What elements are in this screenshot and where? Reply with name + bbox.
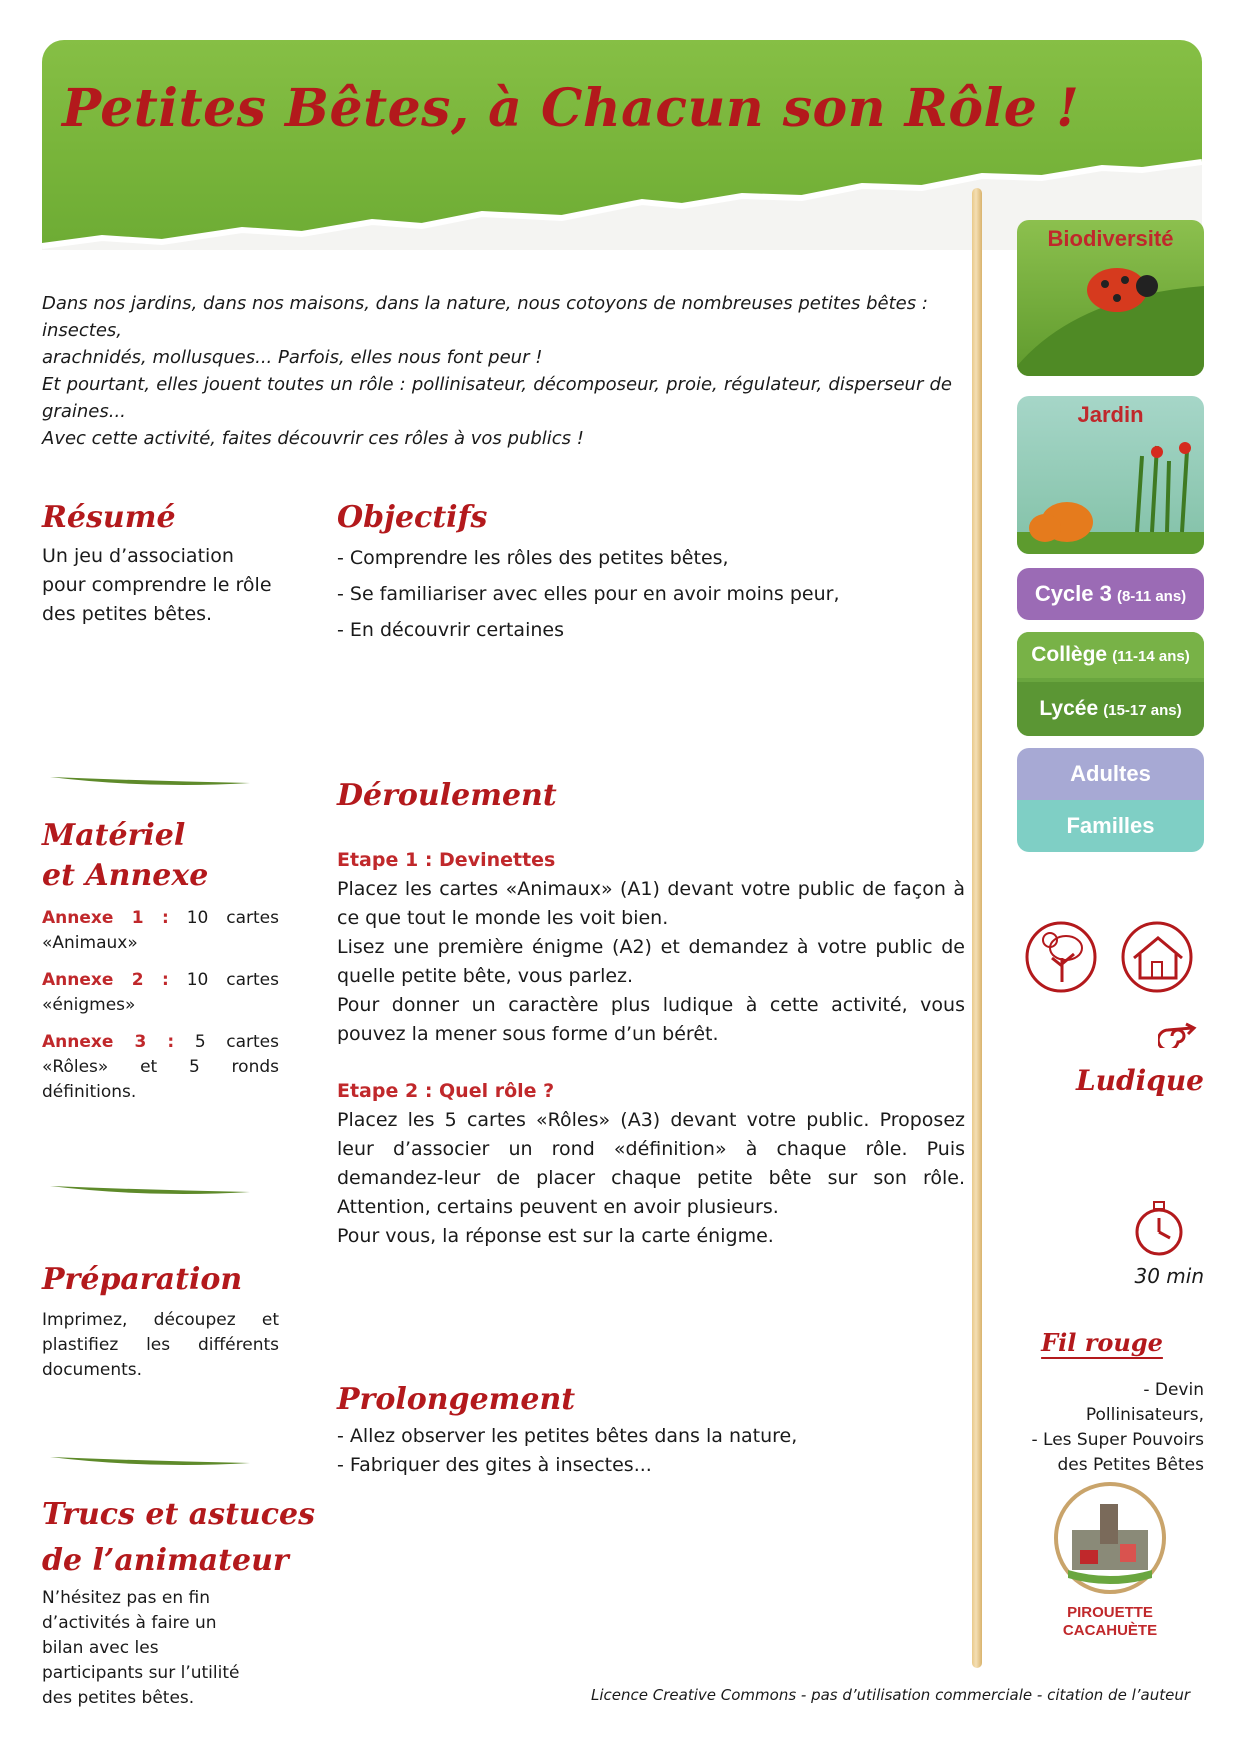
theme-label: Jardin	[1077, 402, 1144, 427]
logo-line: PIROUETTE	[1067, 1604, 1153, 1621]
annexe-label: Annexe 2 :	[42, 970, 169, 990]
stopwatch-icon	[1132, 1200, 1186, 1258]
spiral-arrow-icon	[1158, 1022, 1202, 1048]
pirouette-cacahuete-logo	[1050, 1478, 1170, 1598]
audience-adultes-familles	[1017, 748, 1204, 852]
intro-line: Avec cette activité, faites découvrir ces rôles à vos publics !	[42, 428, 584, 449]
vertical-stick-decoration	[972, 188, 982, 1668]
audience-label: Cycle 3	[1034, 581, 1112, 606]
activity-type: Ludique	[1075, 1064, 1204, 1097]
annexe-text: 5 cartes «Rôles» et 5 ronds définitions.	[42, 1032, 279, 1102]
leaf-divider	[50, 1182, 250, 1198]
audience-age: (8-11 ans)	[1116, 588, 1187, 605]
leaf-divider	[50, 1453, 250, 1469]
annexe-list	[42, 906, 279, 1105]
logo-text	[1050, 1604, 1170, 1640]
annexe-item	[42, 1030, 279, 1105]
fil-rouge-heading: Fil rouge	[1041, 1328, 1163, 1357]
objectifs-list	[337, 544, 937, 652]
intro-paragraph	[42, 290, 952, 452]
intro-line: Dans nos jardins, dans nos maisons, dans la nature, nous cotoyons de nombreuses petites bêtes : insectes,	[42, 293, 928, 341]
materiel-heading-line: Matériel	[42, 818, 186, 853]
prolongement-list	[337, 1422, 937, 1480]
annexe-item	[42, 906, 279, 956]
resume-heading: Résumé	[42, 500, 176, 535]
fil-rouge-line: - Les Super Pouvoirs	[1031, 1430, 1204, 1450]
intro-line: Et pourtant, elles jouent toutes un rôle : pollinisateur, décomposeur, proie, régulateur, disperseur de	[42, 374, 952, 395]
annexe-text: 10 cartes «énigmes»	[42, 970, 279, 1015]
audience-college-lycee	[1017, 632, 1204, 736]
audience-college	[1017, 632, 1204, 678]
etape1-text: Placez les cartes «Animaux» (A1) devant votre public de façon à ce que tout le monde les voit bien.	[337, 878, 965, 929]
prolongement-item: - Allez observer les petites bêtes dans la nature,	[337, 1425, 798, 1447]
materiel-heading-line: et Annexe	[42, 858, 209, 893]
audience-age: (15-17 ans)	[1103, 702, 1182, 719]
theme-label: Biodiversité	[1047, 226, 1174, 251]
etape2-text: Pour vous, la réponse est sur la carte énigme.	[337, 1225, 774, 1247]
resume-text: Un jeu d’association pour comprendre le rôle des petites bêtes.	[42, 545, 272, 625]
trucs-heading-line: Trucs et astuces	[42, 1497, 315, 1532]
etape2-text: Placez les 5 cartes «Rôles» (A3) devant votre public. Proposez leur d’associer un rond «définition» à chaque rôle. Puis demandez-leur de placer chaque petite bête sur son rôle. Attention, certains peuvent en avoir plusieurs.	[337, 1109, 965, 1218]
page-title: Petites Bêtes, à Chacun son Rôle !	[62, 78, 1080, 139]
objectifs-heading: Objectifs	[337, 500, 488, 535]
annexe-label: Annexe 3 :	[42, 1032, 175, 1052]
objectif-item: - Comprendre les rôles des petites bêtes,	[337, 547, 729, 569]
annexe-item	[42, 968, 279, 1018]
audience-age: (11-14 ans)	[1112, 648, 1190, 665]
intro-line: graines...	[42, 401, 126, 422]
materiel-heading	[42, 816, 208, 896]
trucs-heading-line: de l’animateur	[42, 1543, 289, 1578]
leaf-divider	[50, 773, 250, 789]
objectif-item: - Se familiariser avec elles pour en avoir moins peur,	[337, 583, 840, 605]
fil-rouge-list	[990, 1378, 1204, 1478]
logo-line: CACAHUÈTE	[1062, 1622, 1158, 1639]
preparation-heading: Préparation	[42, 1262, 243, 1297]
fil-rouge-line: - Devin	[1143, 1380, 1204, 1400]
garden-icon	[1017, 436, 1204, 554]
ladybug-icon	[1017, 256, 1204, 376]
etape2-title: Etape 2 : Quel rôle ?	[337, 1080, 555, 1102]
theme-jardin	[1017, 396, 1204, 554]
outdoor-icon	[1022, 918, 1100, 996]
annexe-label: Annexe 1 :	[42, 908, 169, 928]
fil-rouge-line: des Petites Bêtes	[1057, 1455, 1204, 1475]
etape1-text: Pour donner un caractère plus ludique à cette activité, vous pouvez la mener sous forme d’un bérêt.	[337, 994, 965, 1045]
audience-familles: Familles	[1017, 800, 1204, 852]
annexe-text: 10 cartes «Animaux»	[42, 908, 279, 953]
trucs-text: N’hésitez pas en fin d’activités à faire un bilan avec les participants sur l’utilité des petites bêtes.	[42, 1588, 240, 1708]
prolongement-item: - Fabriquer des gites à insectes...	[337, 1454, 652, 1476]
etape1-title: Etape 1 : Devinettes	[337, 849, 556, 871]
audience-adultes: Adultes	[1017, 748, 1204, 800]
audience-cycle3	[1017, 568, 1204, 620]
license-footer: Licence Creative Commons - pas d’utilisation commerciale - citation de l’auteur	[591, 1686, 1190, 1704]
audience-label: Collège	[1031, 643, 1108, 666]
etape1-text: Lisez une première énigme (A2) et demandez à votre public de quelle petite bête, vous parlez.	[337, 936, 965, 987]
preparation-text: Imprimez, découpez et plastifiez les différents documents.	[42, 1310, 279, 1380]
audience-lycee	[1017, 682, 1204, 736]
prolongement-heading: Prolongement	[337, 1382, 576, 1417]
theme-biodiversite	[1017, 220, 1204, 376]
deroulement-heading: Déroulement	[337, 778, 557, 813]
house-icon	[1118, 918, 1196, 996]
fil-rouge-line: Pollinisateurs,	[1085, 1405, 1204, 1425]
trucs-heading	[42, 1492, 315, 1584]
audience-text	[1017, 568, 1204, 620]
deroulement-body	[337, 846, 965, 1251]
audience-label: Lycée	[1039, 697, 1099, 720]
intro-line: arachnidés, mollusques... Parfois, elles nous font peur !	[42, 347, 543, 368]
objectif-item: - En découvrir certaines	[337, 619, 564, 641]
duration: 30 min	[1134, 1264, 1204, 1288]
